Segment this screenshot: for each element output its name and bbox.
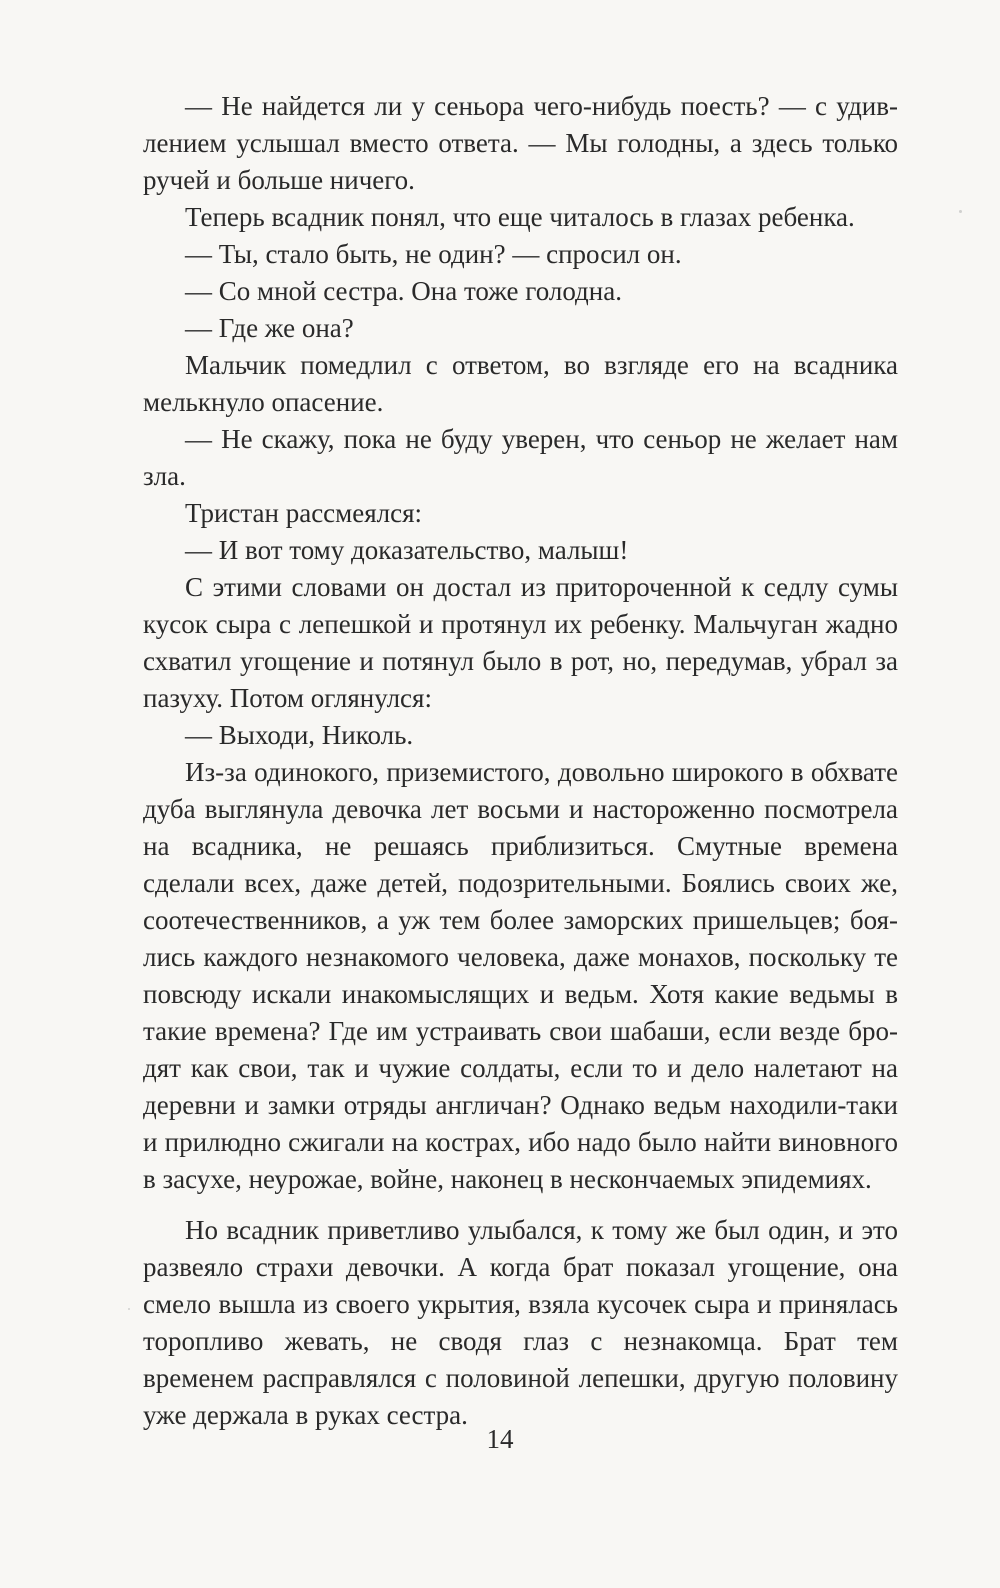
paragraph: С этими словами он достал из притороченной к седлу сумы кусок сыра с лепешкой и протянул их ребенку. Мальчуган жадно схватил угощение и потянул было в рот, но, передумав, убрал за пазуху. Потом оглянулся: [143,572,898,713]
paragraph: — Ты, стало быть, не один? — спросил он. [185,239,682,269]
paragraph: Тристан рассмеялся: [185,498,423,528]
scan-speck [959,210,962,213]
scan-speck [128,1308,130,1310]
paragraph: — Выходи, Николь. [185,720,414,750]
paragraph: — Где же она? [185,313,354,343]
paragraph: — И вот тому доказательство, малыш! [185,535,629,565]
paragraph: Из-за одинокого, приземистого, довольно широкого в обхвате дуба выглянула девочка лет восьми и настороженно посмотрела на всадника, не решаясь приблизиться. Смутные времена сделали всех, даже детей, подозрительными. Боялись своих же, соотечественников, а уж тем более заморских пришельцев; боялись каждого незнакомого человека, даже монахов, поскольку те повсюду искали инакомыслящих и ведьм. Хотя какие ведьмы в такие времена? Где им устраивать свои шабаши, если везде бродят как свои, так и чужие солдаты, если то и дело налетают на деревни и замки отряды англичан? Однако ведьм находили-таки и прилюдно сжигали на кострах, ибо надо было найти виновного в засухе, неурожае, войне, наконец в нескончаемых эпидемиях. [143,757,898,1194]
page-number: 14 [486,1424,514,1454]
paragraph: Но всадник приветливо улыбался, к тому же был один, и это развеяло страхи девочки. А когда брат показал угощение, она смело вышла из своего укрытия, взяла кусочек сыра и принялась торопливо жевать, не сводя глаз с незнакомца. Брат тем временем расправлялся с половиной лепешки, другую половину уже держала в руках сестра. [143,1215,898,1430]
paragraph: — Со мной сестра. Она тоже голодна. [185,276,622,306]
paragraph: — Не найдется ли у сеньора чего-нибудь поесть? — с удивлением услышал вместо ответа. — Мы голодны, а здесь только ручей и больше ничего. [143,91,898,195]
paragraph: — Не скажу, пока не буду уверен, что сеньор не желает нам зла. [143,424,898,491]
body-text [143,88,898,1434]
paragraph: Теперь всадник понял, что еще читалось в глазах ребенка. [185,202,855,232]
paragraph: Мальчик помедлил с ответом, во взгляде его на всадника мелькнуло опасение. [143,350,898,417]
scan-speck [773,146,775,148]
